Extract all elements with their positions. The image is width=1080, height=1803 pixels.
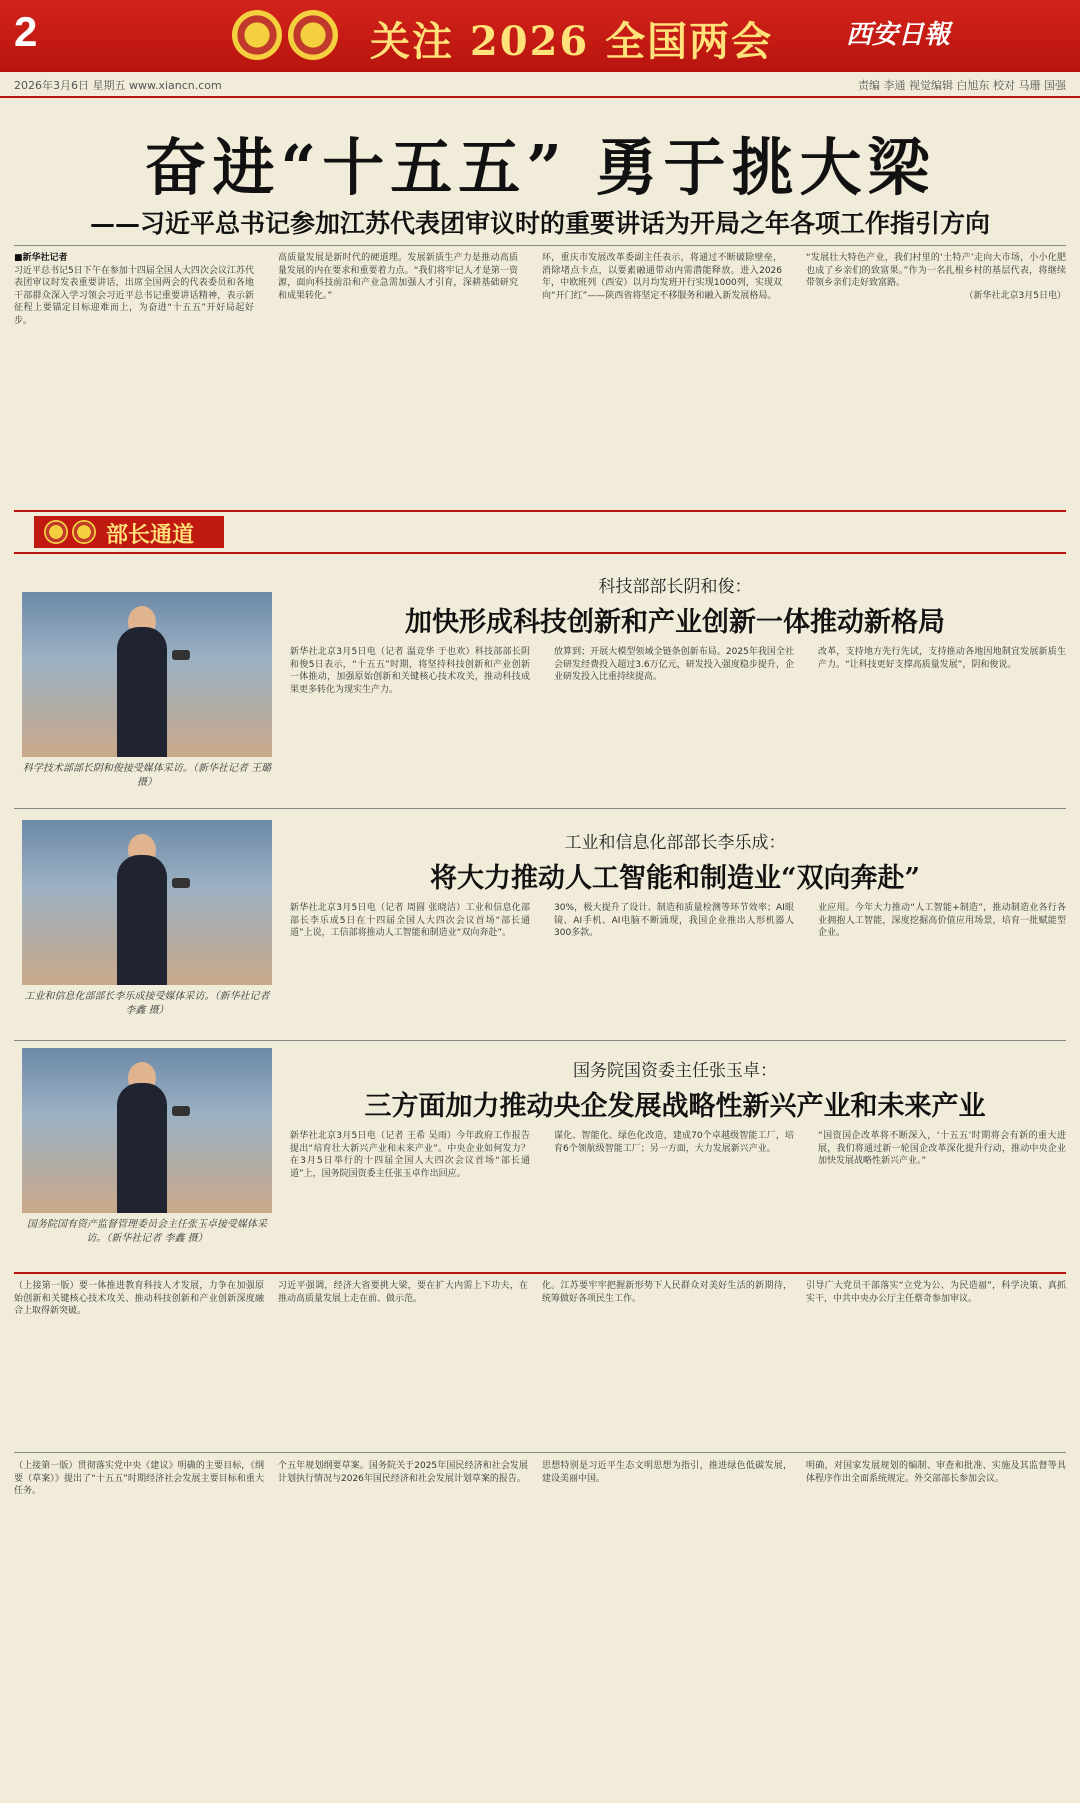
continued-column <box>278 1280 528 1440</box>
cppcc-emblem-icon <box>72 520 96 544</box>
lead-column-3 <box>542 252 782 500</box>
page-banner <box>0 0 1080 72</box>
continued-paragraph: 思想特别是习近平生态文明思想为指引，推进绿色低碳发展，建设美丽中国。 <box>542 1461 792 1484</box>
article-paragraph: 改革，支持地方先行先试，支持推动各地因地制宜发展新质生产力。“让科技更好支撑高质量发展”，阴和俊说。 <box>818 647 1066 670</box>
divider <box>14 808 1066 809</box>
article-photo <box>22 1048 272 1213</box>
article-column <box>290 1130 530 1260</box>
lead-paragraph: “发展壮大特色产业，我们村里的‘土特产’走向大市场，小小化肥也成了乡亲们的致富果。”作为一名扎根乡村的基层代表，将继续带领乡亲们走好致富路。 <box>806 253 1066 288</box>
page-number: 2 <box>14 8 38 55</box>
article-photo <box>22 820 272 985</box>
continued-paragraph: （上接第一版）要一体推进教育科技人才发展，力争在加强原始创新和关键核心技术攻关、推动科技创新和产业创新深度融合上取得新突破。 <box>14 1281 264 1316</box>
lead-column-4 <box>806 252 1066 500</box>
continued-column <box>14 1280 264 1440</box>
lead-paragraph: 环，重庆市发展改革委副主任表示，将通过不断破除壁垒，消除堵点卡点，以要素融通带动内需潜能释放。进入2026年，中欧班列（西安）以月均发班开行实现1000列，实现双向“开门红”——陕西省将坚定不移服务和融入新发展格局。 <box>542 253 782 301</box>
article-column <box>818 646 1066 796</box>
continued-paragraph: 化。江苏要牢牢把握新形势下人民群众对美好生活的新期待，统筹做好各项民生工作。 <box>542 1281 792 1304</box>
continued-column <box>806 1460 1066 1795</box>
speaker-figure <box>117 627 167 757</box>
article-kicker: 工业和信息化部部长李乐成： <box>564 833 786 853</box>
continued-paragraph: 明确，对国家发展规划的编制、审查和批准、实施及其监督等具体程序作出全面系统规定。外交部部长参加会议。 <box>806 1461 1066 1484</box>
section-bar <box>14 510 1066 554</box>
date-line: 2026年3月6日 星期五 www.xiancn.com <box>14 79 222 92</box>
continued-paragraph: 引导广大党员干部落实“立党为公、为民造福”，科学决策、真抓实干，中共中央办公厅主任蔡奇参加审议。 <box>806 1281 1066 1304</box>
section-label-box <box>34 516 224 548</box>
divider <box>14 1452 1066 1453</box>
article-title: 加快形成科技创新和产业创新一体推动新格局 <box>405 607 945 638</box>
sub-header-bar <box>0 72 1080 98</box>
article-column <box>818 1130 1066 1260</box>
article-kicker: 科技部部长阴和俊： <box>598 577 752 597</box>
divider <box>14 1040 1066 1041</box>
continued-paragraph: 习近平强调，经济大省要挑大梁，要在扩大内需上下功夫，在推动高质量发展上走在前、做示范。 <box>278 1281 528 1304</box>
article-column <box>290 902 530 1032</box>
article-paragraph: 新华社北京3月5日电（记者 周圆 张晓洁）工业和信息化部部长李乐成5日在十四届全国人大四次会议首场“部长通道”上说，工信部将推动人工智能和制造业“双向奔赴”。 <box>290 903 530 938</box>
article-paragraph: 谋化、智能化、绿色化改造，建成70个卓越级智能工厂，培育6个领航级智能工厂；另一方面，大力发展新兴产业。 <box>554 1131 794 1154</box>
editor-credits: 责编 李通 视觉编辑 白旭东 校对 马珊 国强 <box>858 79 1066 92</box>
lead-paragraph: 习近平总书记5日下午在参加十四届全国人大四次会议江苏代表团审议时发表重要讲话，出席全国两会的代表委员和各地干部群众深入学习领会习近平总书记重要讲话精神，表示新征程上要锚定目标迎难而上，为奋进“十五五”开好局起好步。 <box>14 265 254 326</box>
divider <box>14 1272 1066 1274</box>
article-column <box>554 902 794 1032</box>
photo-caption: 工业和信息化部部长李乐成接受媒体采访。（新华社记者 李鑫 摄） <box>24 991 270 1016</box>
lead-signoff: （新华社北京3月5日电） <box>964 290 1066 301</box>
speaker-figure <box>117 1083 167 1213</box>
continued-column <box>542 1460 792 1795</box>
continued-paragraph: 个五年规划纲要草案。国务院关于2025年国民经济和社会发展计划执行情况与2026年国民经济和社会发展计划草案的报告。 <box>278 1461 528 1484</box>
article-paragraph: 30%，极大提升了设计、制造和质量检测等环节效率；AI眼镜、AI手机、AI电脑不断涌现，我国企业推出人形机器人300多款。 <box>554 903 794 938</box>
section-label: 部长通道 <box>106 522 195 548</box>
lead-byline: ■新华社记者 <box>14 253 68 263</box>
lead-column-1 <box>14 252 254 500</box>
continued-column <box>14 1460 264 1795</box>
photo-caption: 科学技术部部长阴和俊接受媒体采访。（新华社记者 王璐 摄） <box>22 763 272 788</box>
lead-column-2 <box>278 252 518 500</box>
article-paragraph: 业应用。今年大力推动“人工智能+制造”，推动制造业各行各业拥抱人工智能，深度挖掘高价值应用场景，培育一批赋能型企业。 <box>818 903 1066 938</box>
national-emblem-icon <box>232 10 282 60</box>
photo-caption: 国务院国有资产监督管理委员会主任张玉卓接受媒体采访。（新华社记者 李鑫 摄） <box>27 1219 267 1244</box>
cppcc-emblem-icon <box>288 10 338 60</box>
article-paragraph: 放算到；开展大模型领域全链条创新布局。2025年我国全社会研发经费投入超过3.6万亿元，研发投入强度稳步提升，企业研发投入比重持续提高。 <box>554 647 794 682</box>
lead-paragraph: 高质量发展是新时代的硬道理。发展新质生产力是推动高质量发展的内在要求和重要着力点。“我们将牢记人才是第一资源，面向科技前沿和产业急需加强人才引育，深耕基础研究和成果转化。” <box>278 253 518 301</box>
masthead-logo: 西安日報 <box>845 20 950 50</box>
microphone-icon <box>172 1106 190 1116</box>
speaker-figure <box>117 855 167 985</box>
lead-headline: 奋进“十五五” 勇于挑大梁 <box>144 131 936 204</box>
article-column <box>554 646 794 796</box>
banner-title: 关注 2026 全国两会 <box>370 18 774 65</box>
lead-subheadline: ——习近平总书记参加江苏代表团审议时的重要讲话为开局之年各项工作指引方向 <box>89 209 990 238</box>
article-kicker: 国务院国资委主任张玉卓： <box>573 1061 777 1081</box>
continued-column <box>806 1280 1066 1440</box>
microphone-icon <box>172 878 190 888</box>
continued-column <box>278 1460 528 1795</box>
article-paragraph: 新华社北京3月5日电（记者 王希 吴雨）今年政府工作报告提出“培育壮大新兴产业和未来产业”。中央企业如何发力？在3月5日举行的十四届全国人大四次会议首场“部长通道”上，国务院国资委主任张玉卓作出回应。 <box>290 1131 530 1179</box>
article-title: 将大力推动人工智能和制造业“双向奔赴” <box>429 863 921 894</box>
national-emblem-icon <box>44 520 68 544</box>
article-column <box>818 902 1066 1032</box>
article-paragraph: “国资国企改革将不断深入，‘十五五’时期将会有新的重大进展，我们将通过新一轮国企改革深化提升行动，推动中央企业加快发展战略性新兴产业。” <box>818 1131 1066 1166</box>
article-column <box>290 646 530 796</box>
article-column <box>554 1130 794 1260</box>
continued-paragraph: （上接第一版）贯彻落实党中央《建议》明确的主要目标，《纲要（草案）》提出了“十五五”时期经济社会发展主要目标和重大任务。 <box>14 1461 264 1496</box>
article-paragraph: 新华社北京3月5日电（记者 温竞华 于也欢）科技部部长阴和俊5日表示，“十五五”时期，将坚持科技创新和产业创新一体推动，加强原始创新和关键核心技术攻关，推动科技成果更多转化为现实生产力。 <box>290 647 530 695</box>
article-photo <box>22 592 272 757</box>
microphone-icon <box>172 650 190 660</box>
divider <box>14 245 1066 246</box>
article-title: 三方面加力推动央企发展战略性新兴产业和未来产业 <box>364 1091 986 1122</box>
continued-column <box>542 1280 792 1440</box>
